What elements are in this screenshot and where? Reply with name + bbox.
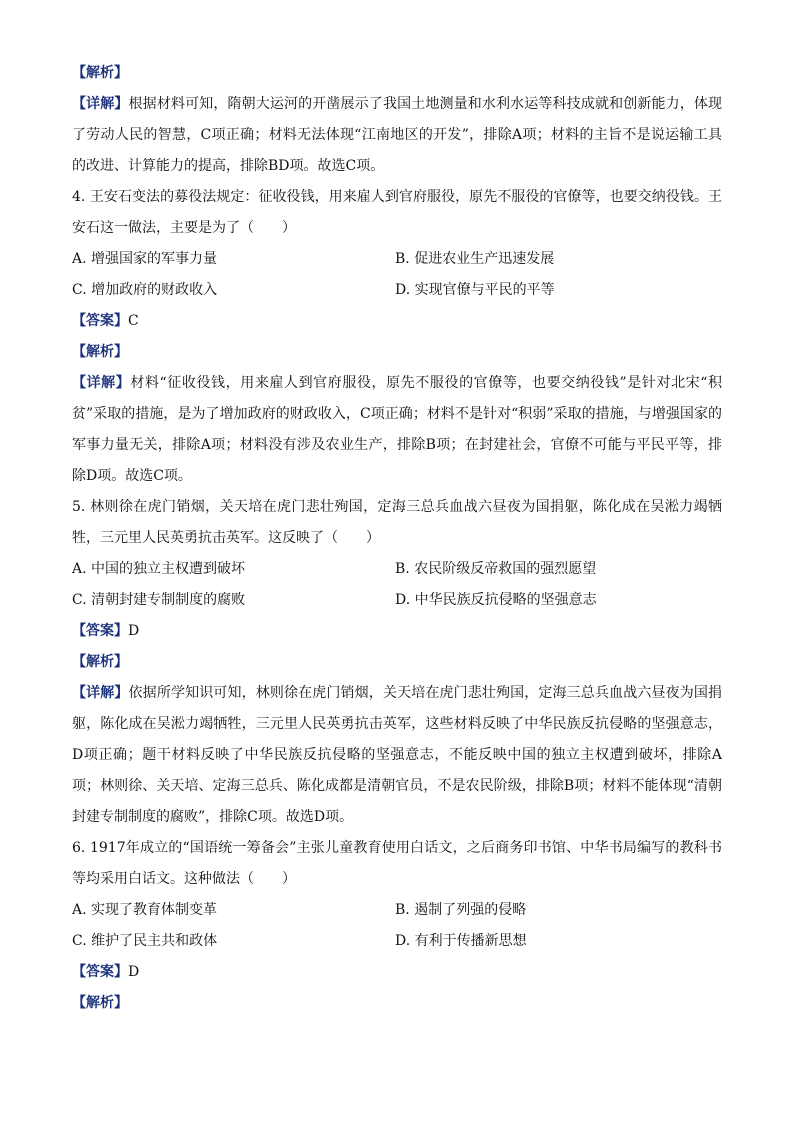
- detail-paragraph: [72, 678, 722, 833]
- detail-paragraph: [72, 368, 722, 492]
- option-b: B. 遏制了列强的侵略: [395, 902, 527, 918]
- answer-label: 【答案】: [72, 313, 128, 329]
- option-a: A. 中国的独立主权遭到破坏: [72, 561, 246, 577]
- option-c: C. 维护了民主共和政体: [72, 933, 218, 949]
- detail-label: 【详解】: [72, 375, 131, 391]
- analysis-heading: [72, 337, 722, 368]
- option-c: C. 增加政府的财政收入: [72, 282, 218, 298]
- answer-line: [72, 306, 722, 337]
- answer-label: 【答案】: [72, 964, 128, 980]
- answer-value: D: [128, 623, 140, 639]
- option-a: A. 增强国家的军事力量: [72, 251, 218, 267]
- option-d: D. 实现官僚与平民的平等: [395, 282, 555, 298]
- option-d: D. 中华民族反抗侵略的坚强意志: [395, 592, 597, 608]
- answer-label: 【答案】: [72, 623, 128, 639]
- detail-text: 依据所学知识可知，林则徐在虎门销烟，关天培在虎门悲壮殉国，定海三总兵血战六昼夜为国捐躯，陈化成在吴淞力竭牺牲，三元里人民英勇抗击英军，这些材料反映了中华民族反抗侵略的坚强意志，D项正确；题干材料反映了中华民族反抗侵略的坚强意志，不能反映中国的独立主权遭到破坏，排除A项；林则徐、关天培、定海三总兵、陈化成都是清朝官员，不是农民阶级，排除B项；材料不能体现“清朝封建专制制度的腐败”，排除C项。故选D项。: [72, 685, 723, 825]
- section-detail: [72, 89, 722, 182]
- options-row: [72, 554, 722, 585]
- options-row: [72, 244, 722, 275]
- analysis-label: 【解析】: [72, 65, 128, 81]
- analysis-label: 【解析】: [72, 344, 128, 360]
- options-row: [72, 895, 722, 926]
- answer-line: [72, 957, 722, 988]
- document-page: [72, 58, 722, 1019]
- question-stem: 4. 王安石变法的募役法规定：征收役钱，用来雇人到官府服役，原先不服役的官僚等，也要交纳役钱。王安石这一做法，主要是为了（ ）: [72, 189, 722, 236]
- detail-text: 根据材料可知，隋朝大运河的开凿展示了我国土地测量和水利水运等科技成就和创新能力，体现了劳动人民的智慧，C项正确；材料无法体现“江南地区的开发”，排除A项；材料的主旨不是说运输工具的改进、计算能力的提高，排除BD项。故选C项。: [72, 96, 723, 174]
- section-analysis-heading: [72, 58, 722, 89]
- answer-value: D: [128, 964, 140, 980]
- option-c: C. 清朝封建专制制度的腐败: [72, 592, 246, 608]
- analysis-label: 【解析】: [72, 654, 128, 670]
- detail-label: 【详解】: [72, 685, 129, 701]
- options-row: [72, 275, 722, 306]
- options-row: [72, 585, 722, 616]
- option-b: B. 农民阶级反帝救国的强烈愿望: [395, 561, 597, 577]
- question-stem: 5. 林则徐在虎门销烟，关天培在虎门悲壮殉国，定海三总兵血战六昼夜为国捐躯，陈化成在吴淞力竭牺牲，三元里人民英勇抗击英军。这反映了（ ）: [72, 499, 722, 546]
- analysis-heading: [72, 647, 722, 678]
- options-row: [72, 926, 722, 957]
- question-stem: 6. 1917年成立的“国语统一筹备会”主张儿童教育使用白话文，之后商务印书馆、中华书局编写的教科书等均采用白话文。这种做法（ ）: [72, 840, 722, 887]
- analysis-label: 【解析】: [72, 995, 128, 1011]
- detail-label: 【详解】: [72, 96, 129, 112]
- analysis-heading: [72, 988, 722, 1019]
- option-b: B. 促进农业生产迅速发展: [395, 251, 555, 267]
- option-d: D. 有利于传播新思想: [395, 933, 527, 949]
- option-a: A. 实现了教育体制变革: [72, 902, 218, 918]
- answer-line: [72, 616, 722, 647]
- answer-value: C: [128, 313, 139, 329]
- detail-text: 材料“征收役钱，用来雇人到官府服役，原先不服役的官僚等，也要交纳役钱”是针对北宋“积贫”采取的措施，是为了增加政府的财政收入，C项正确；材料不是针对“积弱”采取的措施，与增强国家的军事力量无关，排除A项；材料没有涉及农业生产，排除B项；在封建社会，官僚不可能与平民平等，排除D项。故选C项。: [72, 375, 722, 484]
